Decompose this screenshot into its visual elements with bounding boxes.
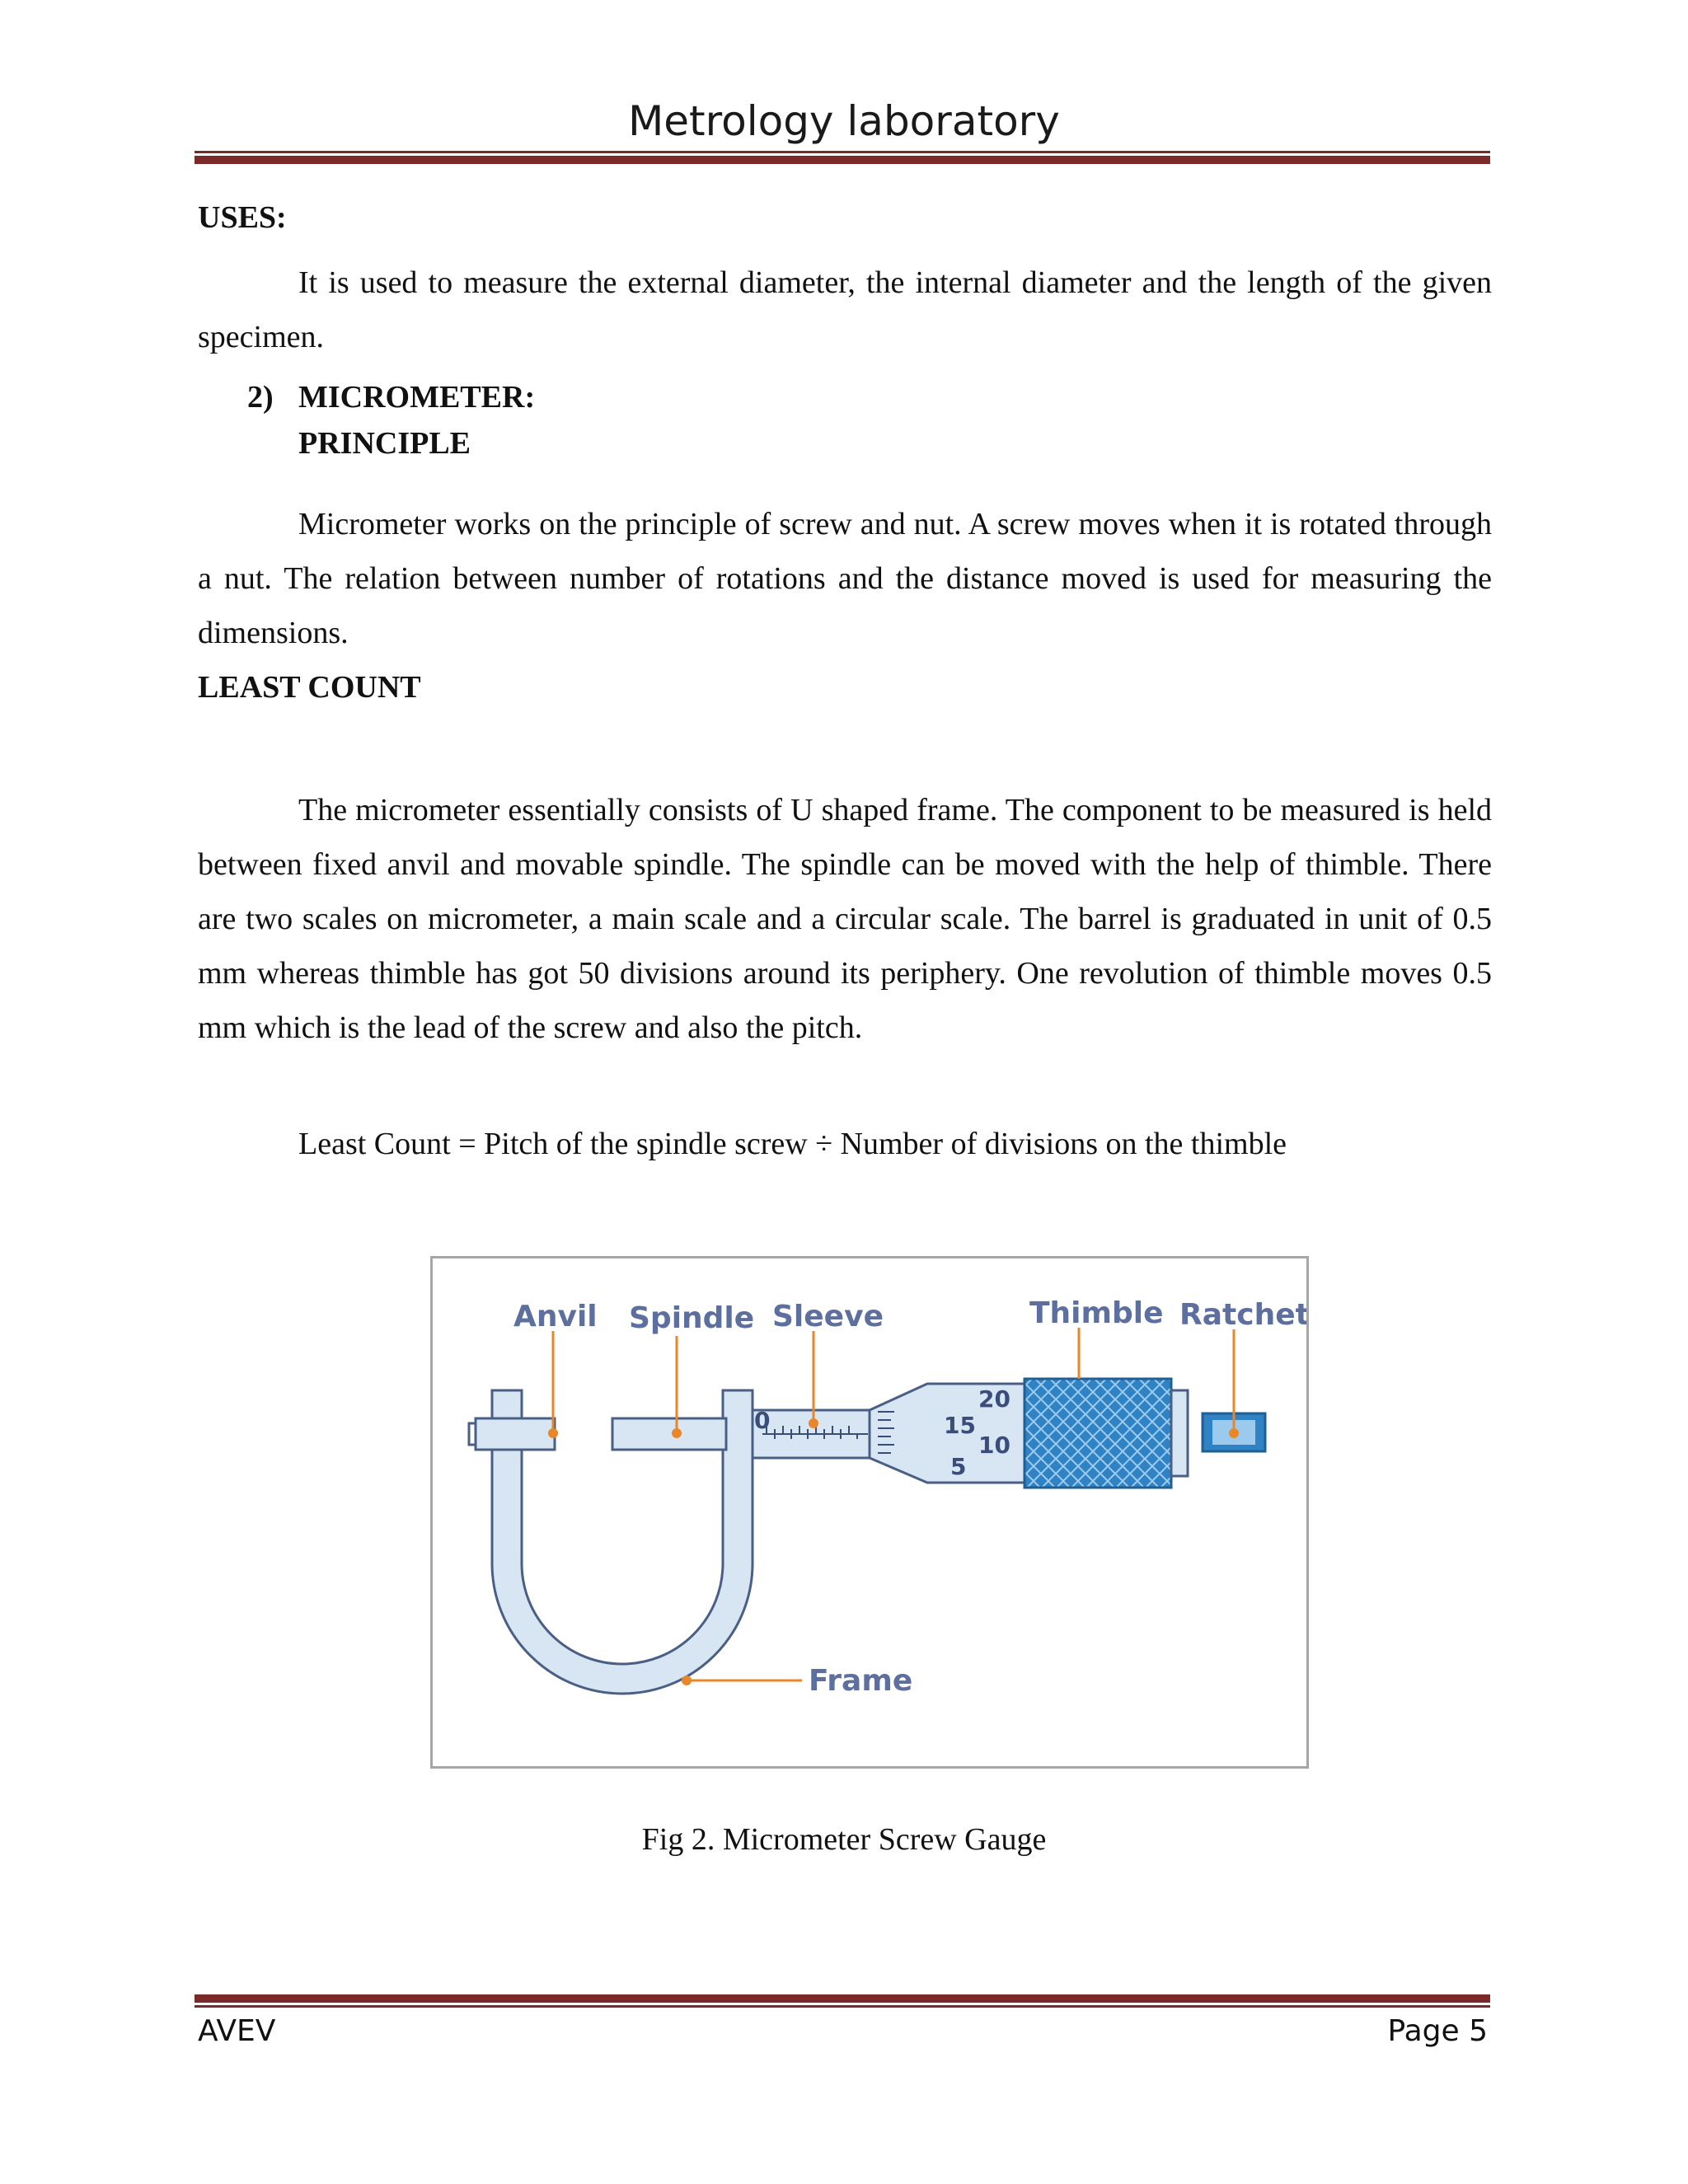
thimble-shape [1025, 1379, 1171, 1488]
footer-left-text: AVEV [198, 2014, 276, 2048]
label-ratchet: Ratchet [1179, 1298, 1306, 1332]
page-header-title: Metrology laboratory [628, 97, 1060, 145]
scale-five: 5 [950, 1453, 967, 1480]
principle-text: Micrometer works on the principle of screw and nut. A screw moves when it is rotated through a nut. The relation between number of rotations and the distance moved is used for measuring the dimensions. [198, 507, 1492, 650]
header-rule-thin [195, 151, 1490, 153]
spindle-shape [612, 1418, 726, 1450]
footer-rule-thick [195, 1994, 1490, 2003]
page-number: Page 5 [1387, 2014, 1488, 2048]
footer-rule-thin [195, 2005, 1490, 2008]
micrometer-number: 2) [247, 380, 274, 415]
scale-zero: 0 [754, 1407, 771, 1434]
anvil-shape [476, 1418, 555, 1450]
micrometer-description: The micrometer essentially consists of U shaped frame. The component to be measured is held between fixed anvil and movable spindle. The spindle can be moved with the help of thimble. There are two scales on micrometer, a main scale and a circular scale. The barrel is graduated in unit of 0.5 mm whereas thimble has got 50 divisions around its periphery. One revolution of thimble moves 0.5 mm which is the lead of the screw and also the pitch. [198, 793, 1492, 1045]
least-count-formula: Least Count = Pitch of the spindle screw ÷ Number of divisions on the thimble [298, 1127, 1287, 1161]
micrometer-diagram [433, 1258, 1306, 1766]
label-thimble: Thimble [1029, 1296, 1164, 1330]
scale-ten: 10 [978, 1432, 1010, 1459]
micrometer-heading: MICROMETER: [298, 380, 536, 415]
scale-fifteen: 15 [944, 1412, 976, 1439]
scale-twenty: 20 [978, 1385, 1010, 1413]
uses-heading: USES: [198, 200, 287, 235]
principle-heading: PRINCIPLE [298, 426, 471, 461]
micrometer-figure [430, 1256, 1309, 1769]
uses-text: It is used to measure the external diameter, the internal diameter and the length of the given specimen. [198, 265, 1492, 354]
figure-caption: Fig 2. Micrometer Screw Gauge [641, 1822, 1047, 1857]
label-anvil: Anvil [513, 1300, 598, 1333]
label-spindle: Spindle [629, 1301, 755, 1335]
header-rule-thick [195, 156, 1490, 164]
label-sleeve: Sleeve [772, 1300, 884, 1333]
label-frame: Frame [809, 1664, 913, 1698]
least-count-heading: LEAST COUNT [198, 670, 421, 705]
